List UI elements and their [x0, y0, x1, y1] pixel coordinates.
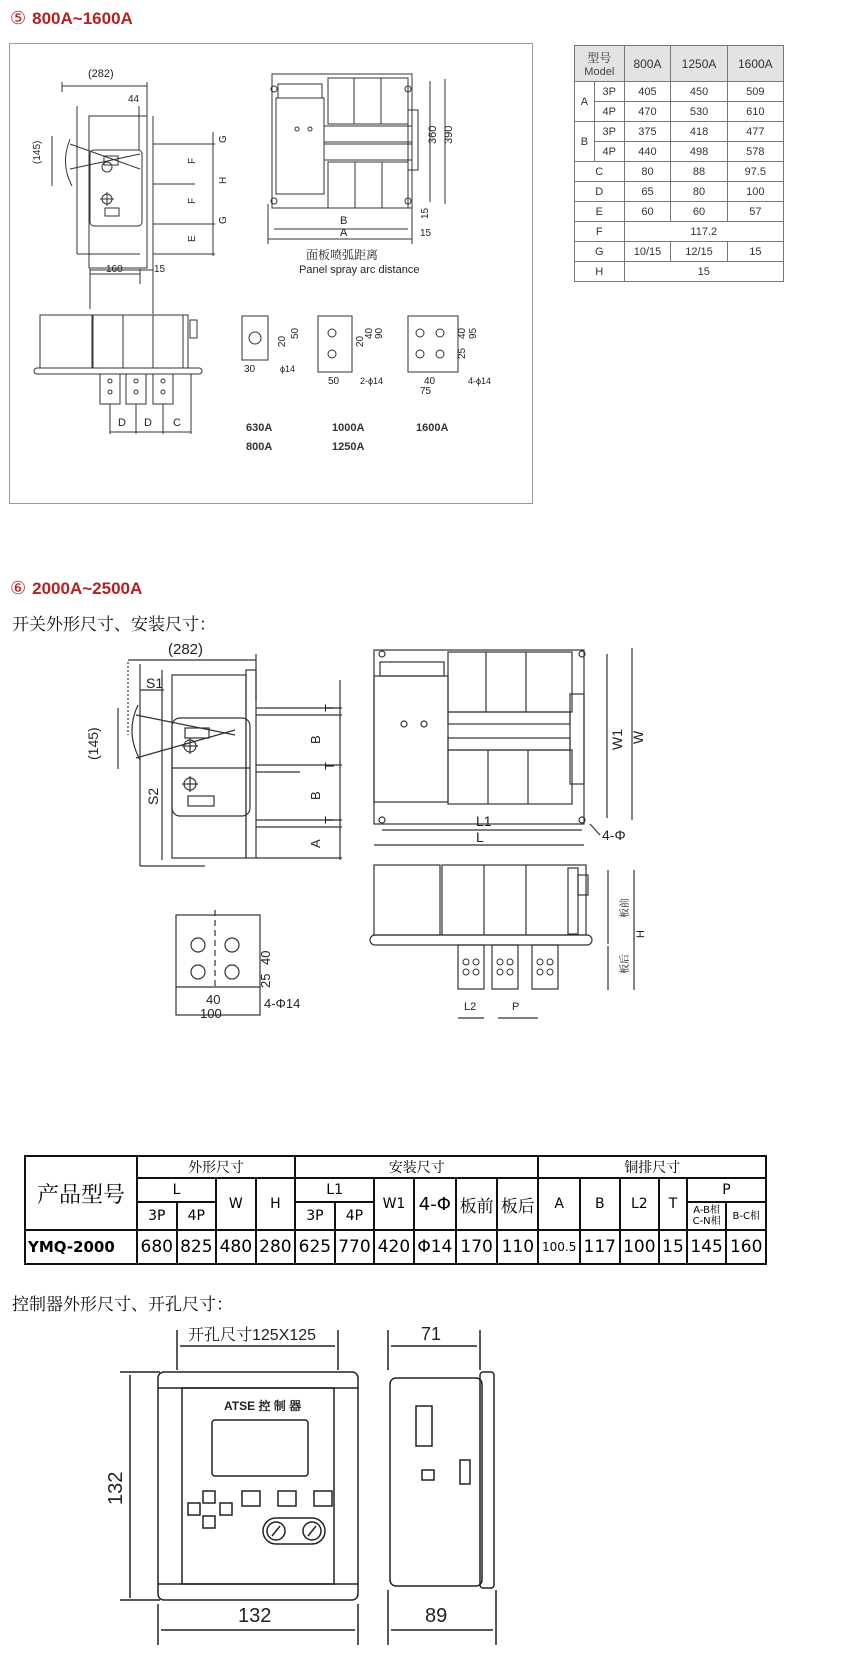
table-row: YMQ-2000 680 825 480 280 625 770 420 Φ14 170 110 100.5 117 100 15 145 160: [25, 1230, 766, 1264]
controller-brand: ATSE 控 制 器: [224, 1399, 302, 1413]
svg-text:E: E: [187, 235, 198, 242]
svg-text:W: W: [630, 730, 646, 744]
svg-text:(145): (145): [85, 727, 101, 760]
section-5-range: 800A~1600A: [32, 9, 133, 28]
table-row: 4P 440 498 578: [575, 142, 784, 162]
svg-text:40: 40: [206, 992, 221, 1007]
section-5-dimension-table: [574, 45, 784, 282]
s5-panel-caption-en: Panel spray arc distance: [299, 264, 420, 276]
terminal-ratings-1000: 1000A 1250A: [332, 422, 365, 453]
s5-dim-44: 44: [128, 94, 140, 105]
s5-panel-caption-cn: 面板喷弧距离: [306, 248, 379, 262]
height-label: 132: [105, 1471, 127, 1505]
table-row: G 10/15 12/15 15: [575, 242, 784, 262]
col-800a: 800A: [624, 46, 671, 82]
s5-dim-overall: (282): [88, 68, 114, 80]
group-outline: 外形尺寸: [137, 1156, 295, 1178]
depth-top-label: 71: [421, 1324, 442, 1344]
group-busbar: 铜排尺寸: [538, 1156, 766, 1178]
width-label: 132: [238, 1605, 272, 1627]
svg-text:B: B: [308, 735, 323, 744]
svg-text:50: 50: [328, 376, 340, 387]
svg-text:F: F: [187, 157, 198, 164]
svg-text:30: 30: [244, 364, 256, 375]
svg-text:板后: 板后: [620, 954, 631, 974]
table-row: D 65 80 100: [575, 182, 784, 202]
svg-text:A: A: [340, 227, 348, 239]
section-5-drawing-frame: [9, 43, 533, 504]
terminal-ratings-1600: 1600A: [416, 422, 449, 434]
svg-text:95: 95: [468, 327, 479, 339]
svg-text:T: T: [322, 762, 337, 770]
terminal-ratings-630: 630A 800A: [246, 422, 273, 453]
svg-text:G: G: [218, 135, 229, 143]
table-row: C 80 88 97.5: [575, 162, 784, 182]
svg-text:(145): (145): [32, 140, 43, 164]
svg-text:F: F: [187, 197, 198, 204]
table-row: H 15: [575, 262, 784, 282]
table-row: E 60 60 57: [575, 202, 784, 222]
svg-text:A: A: [308, 839, 323, 848]
controller-caption: 控制器外形尺寸、开孔尺寸：: [12, 1295, 233, 1314]
svg-text:20: 20: [355, 335, 366, 347]
svg-text:25: 25: [258, 973, 273, 988]
svg-text:4-Φ: 4-Φ: [602, 827, 626, 843]
svg-text:15: 15: [420, 207, 431, 219]
section-5-title: [10, 8, 133, 29]
svg-text:4-Φ14: 4-Φ14: [264, 996, 301, 1011]
svg-text:S2: S2: [145, 787, 161, 805]
section-6-range: 2000A~2500A: [32, 579, 143, 598]
table-row: 4P 470 530 610: [575, 102, 784, 122]
svg-text:(282): (282): [168, 641, 204, 658]
section-6-caption: 开关外形尺寸、安装尺寸：: [12, 615, 216, 634]
svg-text:40: 40: [457, 327, 468, 339]
svg-text:390: 390: [443, 125, 455, 144]
svg-text:G: G: [218, 216, 229, 224]
svg-text:2-ϕ14: 2-ϕ14: [360, 376, 384, 386]
model-header: 产品型号: [25, 1156, 137, 1230]
section-6-dimension-table: 产品型号 外形尺寸 安装尺寸 铜排尺寸 L W H L1 W1 4-Φ 板前 板后 A B L2 T P 3P 4P 3P 4P A-B相 C-N相 B-C相 YMQ-2000 680 825 480 280 625 770 420 Φ14 170 110 100.5 117 100 15 145 160: [24, 1155, 767, 1265]
svg-text:100: 100: [200, 1006, 222, 1021]
section-6-drawings: [0, 640, 860, 1100]
svg-text:H: H: [218, 176, 229, 184]
svg-text:4-ϕ14: 4-ϕ14: [468, 376, 492, 386]
svg-text:15: 15: [420, 228, 432, 239]
svg-text:S1: S1: [146, 675, 164, 691]
svg-text:L2: L2: [464, 1001, 477, 1013]
svg-text:L: L: [476, 829, 484, 845]
section-6-title: [10, 578, 142, 599]
svg-text:40: 40: [258, 950, 273, 965]
svg-text:40: 40: [364, 327, 375, 339]
section-6-number: ⑥: [10, 578, 27, 598]
col-1250a: 1250A: [671, 46, 727, 82]
svg-text:D: D: [144, 417, 152, 429]
controller-drawings: [0, 1320, 860, 1653]
svg-text:T: T: [322, 704, 337, 712]
svg-text:H: H: [635, 930, 647, 938]
svg-text:90: 90: [374, 327, 385, 339]
svg-text:W1: W1: [609, 729, 625, 750]
svg-text:L1: L1: [476, 813, 492, 829]
svg-text:B: B: [308, 791, 323, 800]
table-row: B 3P 375 418 477: [575, 122, 784, 142]
cutout-size-label: 开孔尺寸125X125: [188, 1327, 317, 1344]
svg-text:D: D: [118, 417, 126, 429]
table-row: F 117.2: [575, 222, 784, 242]
svg-text:75: 75: [420, 386, 432, 397]
svg-text:25: 25: [457, 347, 468, 359]
svg-text:C: C: [173, 417, 181, 429]
svg-text:160: 160: [106, 264, 123, 275]
table-row: A 3P 405 450 509: [575, 82, 784, 102]
group-install: 安装尺寸: [295, 1156, 538, 1178]
svg-text:20: 20: [277, 335, 288, 347]
svg-text:P: P: [512, 1001, 520, 1013]
col-1600a: 1600A: [727, 46, 783, 82]
svg-text:ϕ14: ϕ14: [280, 364, 296, 374]
depth-bottom-label: 89: [425, 1605, 448, 1627]
svg-text:B: B: [340, 215, 348, 227]
svg-text:360: 360: [427, 125, 439, 144]
svg-text:板前: 板前: [620, 898, 631, 918]
svg-text:50: 50: [290, 327, 301, 339]
svg-text:15: 15: [154, 264, 166, 275]
svg-text:T: T: [322, 816, 337, 824]
table-model-header: 型号 Model: [575, 46, 625, 82]
svg-text:40: 40: [424, 376, 436, 387]
section-5-number: ⑤: [10, 8, 27, 28]
